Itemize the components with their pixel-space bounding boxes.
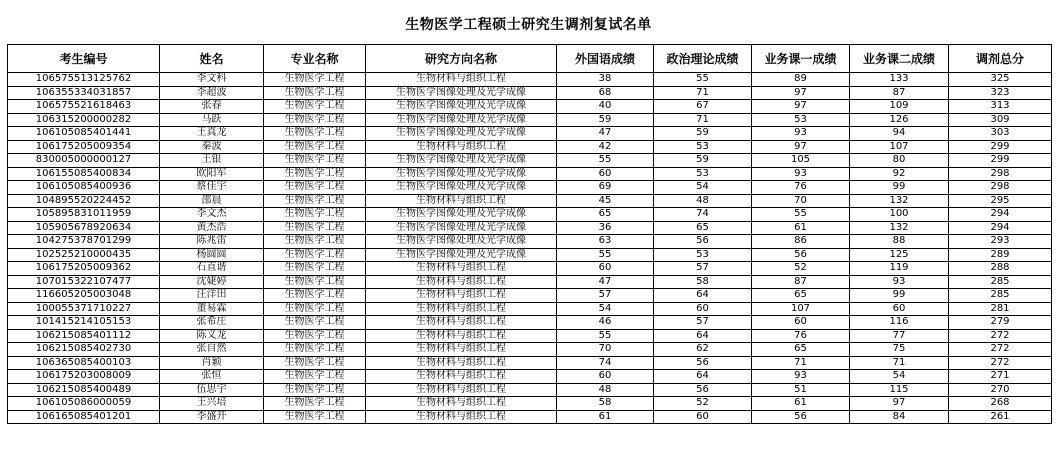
major-cell: 生物医学工程: [264, 370, 366, 384]
total-score-cell: 313: [949, 100, 1052, 114]
foreign-language-score-cell: 42: [557, 140, 654, 154]
major-cell: 生物医学工程: [264, 140, 366, 154]
research-direction-cell: 生物材料与组织工程: [366, 262, 557, 276]
course-one-score-cell: 89: [752, 73, 850, 87]
research-direction-cell: 生物材料与组织工程: [366, 370, 557, 384]
name-cell: 张自然: [160, 343, 264, 357]
foreign-language-score-cell: 38: [557, 73, 654, 87]
name-cell: 邵晨: [160, 194, 264, 208]
total-score-cell: 323: [949, 86, 1052, 100]
foreign-language-score-cell: 36: [557, 221, 654, 235]
total-score-cell: 298: [949, 181, 1052, 195]
foreign-language-score-cell: 47: [557, 127, 654, 141]
course-two-score-cell: 99: [850, 181, 949, 195]
candidate-id-cell: 106315200000282: [8, 113, 160, 127]
course-one-score-cell: 53: [752, 113, 850, 127]
major-cell: 生物医学工程: [264, 167, 366, 181]
candidate-table: [7, 44, 1052, 424]
research-direction-cell: 生物医学图像处理及光学成像: [366, 221, 557, 235]
document-title: 生物医学工程硕士研究生调剂复试名单: [405, 17, 652, 33]
table-row: [8, 275, 1052, 289]
total-score-cell: 325: [949, 73, 1052, 87]
course-one-score-cell: 55: [752, 208, 850, 222]
table-row: [8, 86, 1052, 100]
course-two-score-cell: 84: [850, 410, 949, 424]
foreign-language-score-cell: 63: [557, 235, 654, 249]
politics-score-cell: 56: [654, 383, 752, 397]
politics-score-cell: 62: [654, 343, 752, 357]
total-score-cell: 303: [949, 127, 1052, 141]
politics-score-cell: 64: [654, 370, 752, 384]
major-cell: 生物医学工程: [264, 248, 366, 262]
research-direction-cell: 生物医学图像处理及光学成像: [366, 127, 557, 141]
course-one-score-cell: 56: [752, 248, 850, 262]
major-cell: 生物医学工程: [264, 262, 366, 276]
name-cell: 张春: [160, 100, 264, 114]
research-direction-cell: 生物材料与组织工程: [366, 410, 557, 424]
foreign-language-score-cell: 60: [557, 167, 654, 181]
politics-score-cell: 71: [654, 86, 752, 100]
course-one-score-cell: 51: [752, 383, 850, 397]
course-one-score-cell: 60: [752, 316, 850, 330]
name-cell: 肖颖: [160, 356, 264, 370]
course-two-score-cell: 97: [850, 397, 949, 411]
course-two-score-cell: 125: [850, 248, 949, 262]
course-two-score-cell: 87: [850, 86, 949, 100]
total-score-cell: 272: [949, 329, 1052, 343]
politics-score-cell: 67: [654, 100, 752, 114]
candidate-id-cell: 100055371710227: [8, 302, 160, 316]
research-direction-cell: 生物材料与组织工程: [366, 329, 557, 343]
course-two-score-cell: 77: [850, 329, 949, 343]
total-score-cell: 293: [949, 235, 1052, 249]
foreign-language-score-cell: 55: [557, 154, 654, 168]
candidate-id-cell: 116605205003048: [8, 289, 160, 303]
name-cell: 董易霖: [160, 302, 264, 316]
politics-score-cell: 56: [654, 235, 752, 249]
table-row: [8, 154, 1052, 168]
name-cell: 蔡佳宇: [160, 181, 264, 195]
name-cell: 李超波: [160, 86, 264, 100]
politics-score-cell: 53: [654, 167, 752, 181]
candidate-id-cell: 104895520224452: [8, 194, 160, 208]
course-one-score-cell: 86: [752, 235, 850, 249]
foreign-language-score-cell: 60: [557, 262, 654, 276]
table-row: [8, 194, 1052, 208]
politics-score-cell: 54: [654, 181, 752, 195]
candidate-id-cell: 102525210000435: [8, 248, 160, 262]
name-cell: 沈婕婷: [160, 275, 264, 289]
research-direction-header: 研究方向名称: [366, 45, 557, 73]
course-one-score-cell: 71: [752, 356, 850, 370]
candidate-id-cell: 106155085400834: [8, 167, 160, 181]
major-cell: 生物医学工程: [264, 154, 366, 168]
total-score-cell: 294: [949, 221, 1052, 235]
course-one-score-cell: 107: [752, 302, 850, 316]
research-direction-cell: 生物材料与组织工程: [366, 194, 557, 208]
candidate-id-cell: 106215085401112: [8, 329, 160, 343]
name-cell: 王兴培: [160, 397, 264, 411]
politics-score-cell: 65: [654, 221, 752, 235]
politics-score-cell: 60: [654, 410, 752, 424]
candidate-id-cell: 106165085401201: [8, 410, 160, 424]
research-direction-cell: 生物材料与组织工程: [366, 316, 557, 330]
politics-score-cell: 71: [654, 113, 752, 127]
course-two-score-cell: 126: [850, 113, 949, 127]
major-cell: 生物医学工程: [264, 329, 366, 343]
research-direction-cell: 生物材料与组织工程: [366, 140, 557, 154]
course-two-score-cell: 132: [850, 194, 949, 208]
table-row: [8, 316, 1052, 330]
politics-score-cell: 53: [654, 248, 752, 262]
course-two-score-cell: 88: [850, 235, 949, 249]
table-row: [8, 410, 1052, 424]
research-direction-cell: 生物医学图像处理及光学成像: [366, 154, 557, 168]
name-cell: 秦波: [160, 140, 264, 154]
name-cell: 杨圆圆: [160, 248, 264, 262]
total-score-cell: 285: [949, 275, 1052, 289]
course-one-score-cell: 97: [752, 100, 850, 114]
research-direction-cell: 生物医学图像处理及光学成像: [366, 208, 557, 222]
research-direction-cell: 生物材料与组织工程: [366, 356, 557, 370]
name-cell: 李文科: [160, 73, 264, 87]
table-row: [8, 248, 1052, 262]
table-row: [8, 73, 1052, 87]
research-direction-cell: 生物医学图像处理及光学成像: [366, 100, 557, 114]
major-cell: 生物医学工程: [264, 100, 366, 114]
name-header: 姓名: [160, 45, 264, 73]
table-row: [8, 302, 1052, 316]
table-row: [8, 289, 1052, 303]
course-two-score-cell: 80: [850, 154, 949, 168]
politics-score-cell: 55: [654, 73, 752, 87]
major-cell: 生物医学工程: [264, 383, 366, 397]
course-one-score-cell: 65: [752, 289, 850, 303]
total-score-cell: 298: [949, 167, 1052, 181]
major-cell: 生物医学工程: [264, 113, 366, 127]
course-two-score-cell: 93: [850, 275, 949, 289]
foreign-language-score-cell: 69: [557, 181, 654, 195]
course-one-score-cell: 76: [752, 329, 850, 343]
major-cell: 生物医学工程: [264, 73, 366, 87]
major-cell: 生物医学工程: [264, 86, 366, 100]
table-row: [8, 235, 1052, 249]
research-direction-cell: 生物材料与组织工程: [366, 289, 557, 303]
major-cell: 生物医学工程: [264, 127, 366, 141]
politics-score-cell: 57: [654, 316, 752, 330]
name-cell: 李盛开: [160, 410, 264, 424]
table-row: [8, 262, 1052, 276]
course-one-score-cell: 105: [752, 154, 850, 168]
foreign-language-score-header: 外国语成绩: [557, 45, 654, 73]
total-score-cell: 299: [949, 140, 1052, 154]
research-direction-cell: 生物医学图像处理及光学成像: [366, 113, 557, 127]
total-score-cell: 270: [949, 383, 1052, 397]
candidate-id-cell: 106215085400489: [8, 383, 160, 397]
total-score-cell: 261: [949, 410, 1052, 424]
candidate-id-cell: 106575521618463: [8, 100, 160, 114]
major-cell: 生物医学工程: [264, 289, 366, 303]
politics-score-cell: 60: [654, 302, 752, 316]
candidate-id-cell: 105905678920634: [8, 221, 160, 235]
major-cell: 生物医学工程: [264, 275, 366, 289]
course-two-score-cell: 75: [850, 343, 949, 357]
foreign-language-score-cell: 48: [557, 383, 654, 397]
research-direction-cell: 生物材料与组织工程: [366, 343, 557, 357]
total-score-cell: 289: [949, 248, 1052, 262]
name-cell: 石直谐: [160, 262, 264, 276]
major-cell: 生物医学工程: [264, 302, 366, 316]
candidate-id-cell: 101415214105153: [8, 316, 160, 330]
major-cell: 生物医学工程: [264, 208, 366, 222]
name-cell: 伍思宇: [160, 383, 264, 397]
name-cell: 王真龙: [160, 127, 264, 141]
course-two-score-cell: 60: [850, 302, 949, 316]
research-direction-cell: 生物医学图像处理及光学成像: [366, 86, 557, 100]
research-direction-cell: 生物医学图像处理及光学成像: [366, 167, 557, 181]
candidate-id-cell: 106175205009354: [8, 140, 160, 154]
course-two-score-cell: 119: [850, 262, 949, 276]
table-row: [8, 113, 1052, 127]
header-row: [8, 45, 1052, 73]
politics-score-cell: 74: [654, 208, 752, 222]
course-one-score-cell: 93: [752, 167, 850, 181]
table-row: [8, 100, 1052, 114]
research-direction-cell: 生物材料与组织工程: [366, 73, 557, 87]
table-row: [8, 140, 1052, 154]
course-one-score-cell: 70: [752, 194, 850, 208]
course-two-score-cell: 94: [850, 127, 949, 141]
total-score-cell: 279: [949, 316, 1052, 330]
candidate-id-cell: 104275378701299: [8, 235, 160, 249]
course-one-score-header: 业务课一成绩: [752, 45, 850, 73]
table-body: [8, 73, 1052, 424]
research-direction-cell: 生物材料与组织工程: [366, 383, 557, 397]
major-cell: 生物医学工程: [264, 194, 366, 208]
foreign-language-score-cell: 46: [557, 316, 654, 330]
research-direction-cell: 生物材料与组织工程: [366, 397, 557, 411]
research-direction-cell: 生物医学图像处理及光学成像: [366, 235, 557, 249]
major-cell: 生物医学工程: [264, 235, 366, 249]
foreign-language-score-cell: 68: [557, 86, 654, 100]
name-cell: 陈义龙: [160, 329, 264, 343]
foreign-language-score-cell: 60: [557, 370, 654, 384]
research-direction-cell: 生物材料与组织工程: [366, 275, 557, 289]
research-direction-cell: 生物医学图像处理及光学成像: [366, 248, 557, 262]
candidate-id-cell: 106175203008009: [8, 370, 160, 384]
foreign-language-score-cell: 58: [557, 397, 654, 411]
course-two-score-cell: 107: [850, 140, 949, 154]
politics-score-cell: 52: [654, 397, 752, 411]
table-row: [8, 221, 1052, 235]
course-one-score-cell: 61: [752, 221, 850, 235]
course-one-score-cell: 61: [752, 397, 850, 411]
major-cell: 生物医学工程: [264, 316, 366, 330]
table-row: [8, 329, 1052, 343]
foreign-language-score-cell: 70: [557, 343, 654, 357]
major-header: 专业名称: [264, 45, 366, 73]
candidate-id-cell: 106365085400103: [8, 356, 160, 370]
course-two-score-cell: 92: [850, 167, 949, 181]
foreign-language-score-cell: 55: [557, 248, 654, 262]
course-one-score-cell: 65: [752, 343, 850, 357]
total-score-cell: 281: [949, 302, 1052, 316]
course-one-score-cell: 76: [752, 181, 850, 195]
candidate-id-cell: 830005000000127: [8, 154, 160, 168]
candidate-id-cell: 106215085402730: [8, 343, 160, 357]
major-cell: 生物医学工程: [264, 397, 366, 411]
total-score-cell: 271: [949, 370, 1052, 384]
major-cell: 生物医学工程: [264, 356, 366, 370]
foreign-language-score-cell: 61: [557, 410, 654, 424]
course-one-score-cell: 97: [752, 140, 850, 154]
foreign-language-score-cell: 74: [557, 356, 654, 370]
total-score-cell: 272: [949, 343, 1052, 357]
politics-score-header: 政治理论成绩: [654, 45, 752, 73]
major-cell: 生物医学工程: [264, 410, 366, 424]
course-one-score-cell: 97: [752, 86, 850, 100]
politics-score-cell: 59: [654, 154, 752, 168]
major-cell: 生物医学工程: [264, 181, 366, 195]
major-cell: 生物医学工程: [264, 343, 366, 357]
course-two-score-cell: 132: [850, 221, 949, 235]
course-two-score-cell: 116: [850, 316, 949, 330]
name-cell: 张希庄: [160, 316, 264, 330]
foreign-language-score-cell: 47: [557, 275, 654, 289]
course-two-score-cell: 71: [850, 356, 949, 370]
course-two-score-header: 业务课二成绩: [850, 45, 949, 73]
name-cell: 陈兆雷: [160, 235, 264, 249]
politics-score-cell: 57: [654, 262, 752, 276]
name-cell: 王银: [160, 154, 264, 168]
politics-score-cell: 59: [654, 127, 752, 141]
table-row: [8, 356, 1052, 370]
candidate-id-cell: 105895831011959: [8, 208, 160, 222]
politics-score-cell: 64: [654, 329, 752, 343]
politics-score-cell: 56: [654, 356, 752, 370]
total-score-cell: 294: [949, 208, 1052, 222]
politics-score-cell: 48: [654, 194, 752, 208]
table-row: [8, 127, 1052, 141]
course-two-score-cell: 133: [850, 73, 949, 87]
name-cell: 黄杰浩: [160, 221, 264, 235]
course-two-score-cell: 54: [850, 370, 949, 384]
table-row: [8, 208, 1052, 222]
candidate-id-cell: 106175205009362: [8, 262, 160, 276]
course-one-score-cell: 93: [752, 127, 850, 141]
candidate-id-cell: 106105086000059: [8, 397, 160, 411]
candidate-id-cell: 106575513125762: [8, 73, 160, 87]
course-two-score-cell: 99: [850, 289, 949, 303]
politics-score-cell: 53: [654, 140, 752, 154]
table-row: [8, 383, 1052, 397]
name-cell: 张恒: [160, 370, 264, 384]
course-one-score-cell: 52: [752, 262, 850, 276]
name-cell: 欧阳军: [160, 167, 264, 181]
politics-score-cell: 64: [654, 289, 752, 303]
total-score-cell: 285: [949, 289, 1052, 303]
research-direction-cell: 生物医学图像处理及光学成像: [366, 181, 557, 195]
major-cell: 生物医学工程: [264, 221, 366, 235]
course-two-score-cell: 100: [850, 208, 949, 222]
candidate-id-cell: 106355334031857: [8, 86, 160, 100]
name-cell: 马跃: [160, 113, 264, 127]
course-one-score-cell: 93: [752, 370, 850, 384]
total-score-cell: 299: [949, 154, 1052, 168]
table-row: [8, 370, 1052, 384]
total-score-cell: 272: [949, 356, 1052, 370]
foreign-language-score-cell: 59: [557, 113, 654, 127]
total-score-cell: 295: [949, 194, 1052, 208]
total-score-cell: 288: [949, 262, 1052, 276]
course-two-score-cell: 115: [850, 383, 949, 397]
foreign-language-score-cell: 40: [557, 100, 654, 114]
candidate-id-cell: 106105085401441: [8, 127, 160, 141]
foreign-language-score-cell: 45: [557, 194, 654, 208]
candidate-id-cell: 106105085400936: [8, 181, 160, 195]
name-cell: 李文杰: [160, 208, 264, 222]
course-one-score-cell: 87: [752, 275, 850, 289]
candidate-id-header: 考生编号: [8, 45, 160, 73]
table-row: [8, 397, 1052, 411]
course-one-score-cell: 56: [752, 410, 850, 424]
table-row: [8, 167, 1052, 181]
total-score-cell: 268: [949, 397, 1052, 411]
table-row: [8, 343, 1052, 357]
total-score-cell: 309: [949, 113, 1052, 127]
research-direction-cell: 生物材料与组织工程: [366, 302, 557, 316]
foreign-language-score-cell: 65: [557, 208, 654, 222]
foreign-language-score-cell: 54: [557, 302, 654, 316]
foreign-language-score-cell: 55: [557, 329, 654, 343]
politics-score-cell: 58: [654, 275, 752, 289]
name-cell: 汪洋田: [160, 289, 264, 303]
table-row: [8, 181, 1052, 195]
candidate-id-cell: 107015322107477: [8, 275, 160, 289]
foreign-language-score-cell: 57: [557, 289, 654, 303]
course-two-score-cell: 109: [850, 100, 949, 114]
total-score-header: 调剂总分: [949, 45, 1052, 73]
